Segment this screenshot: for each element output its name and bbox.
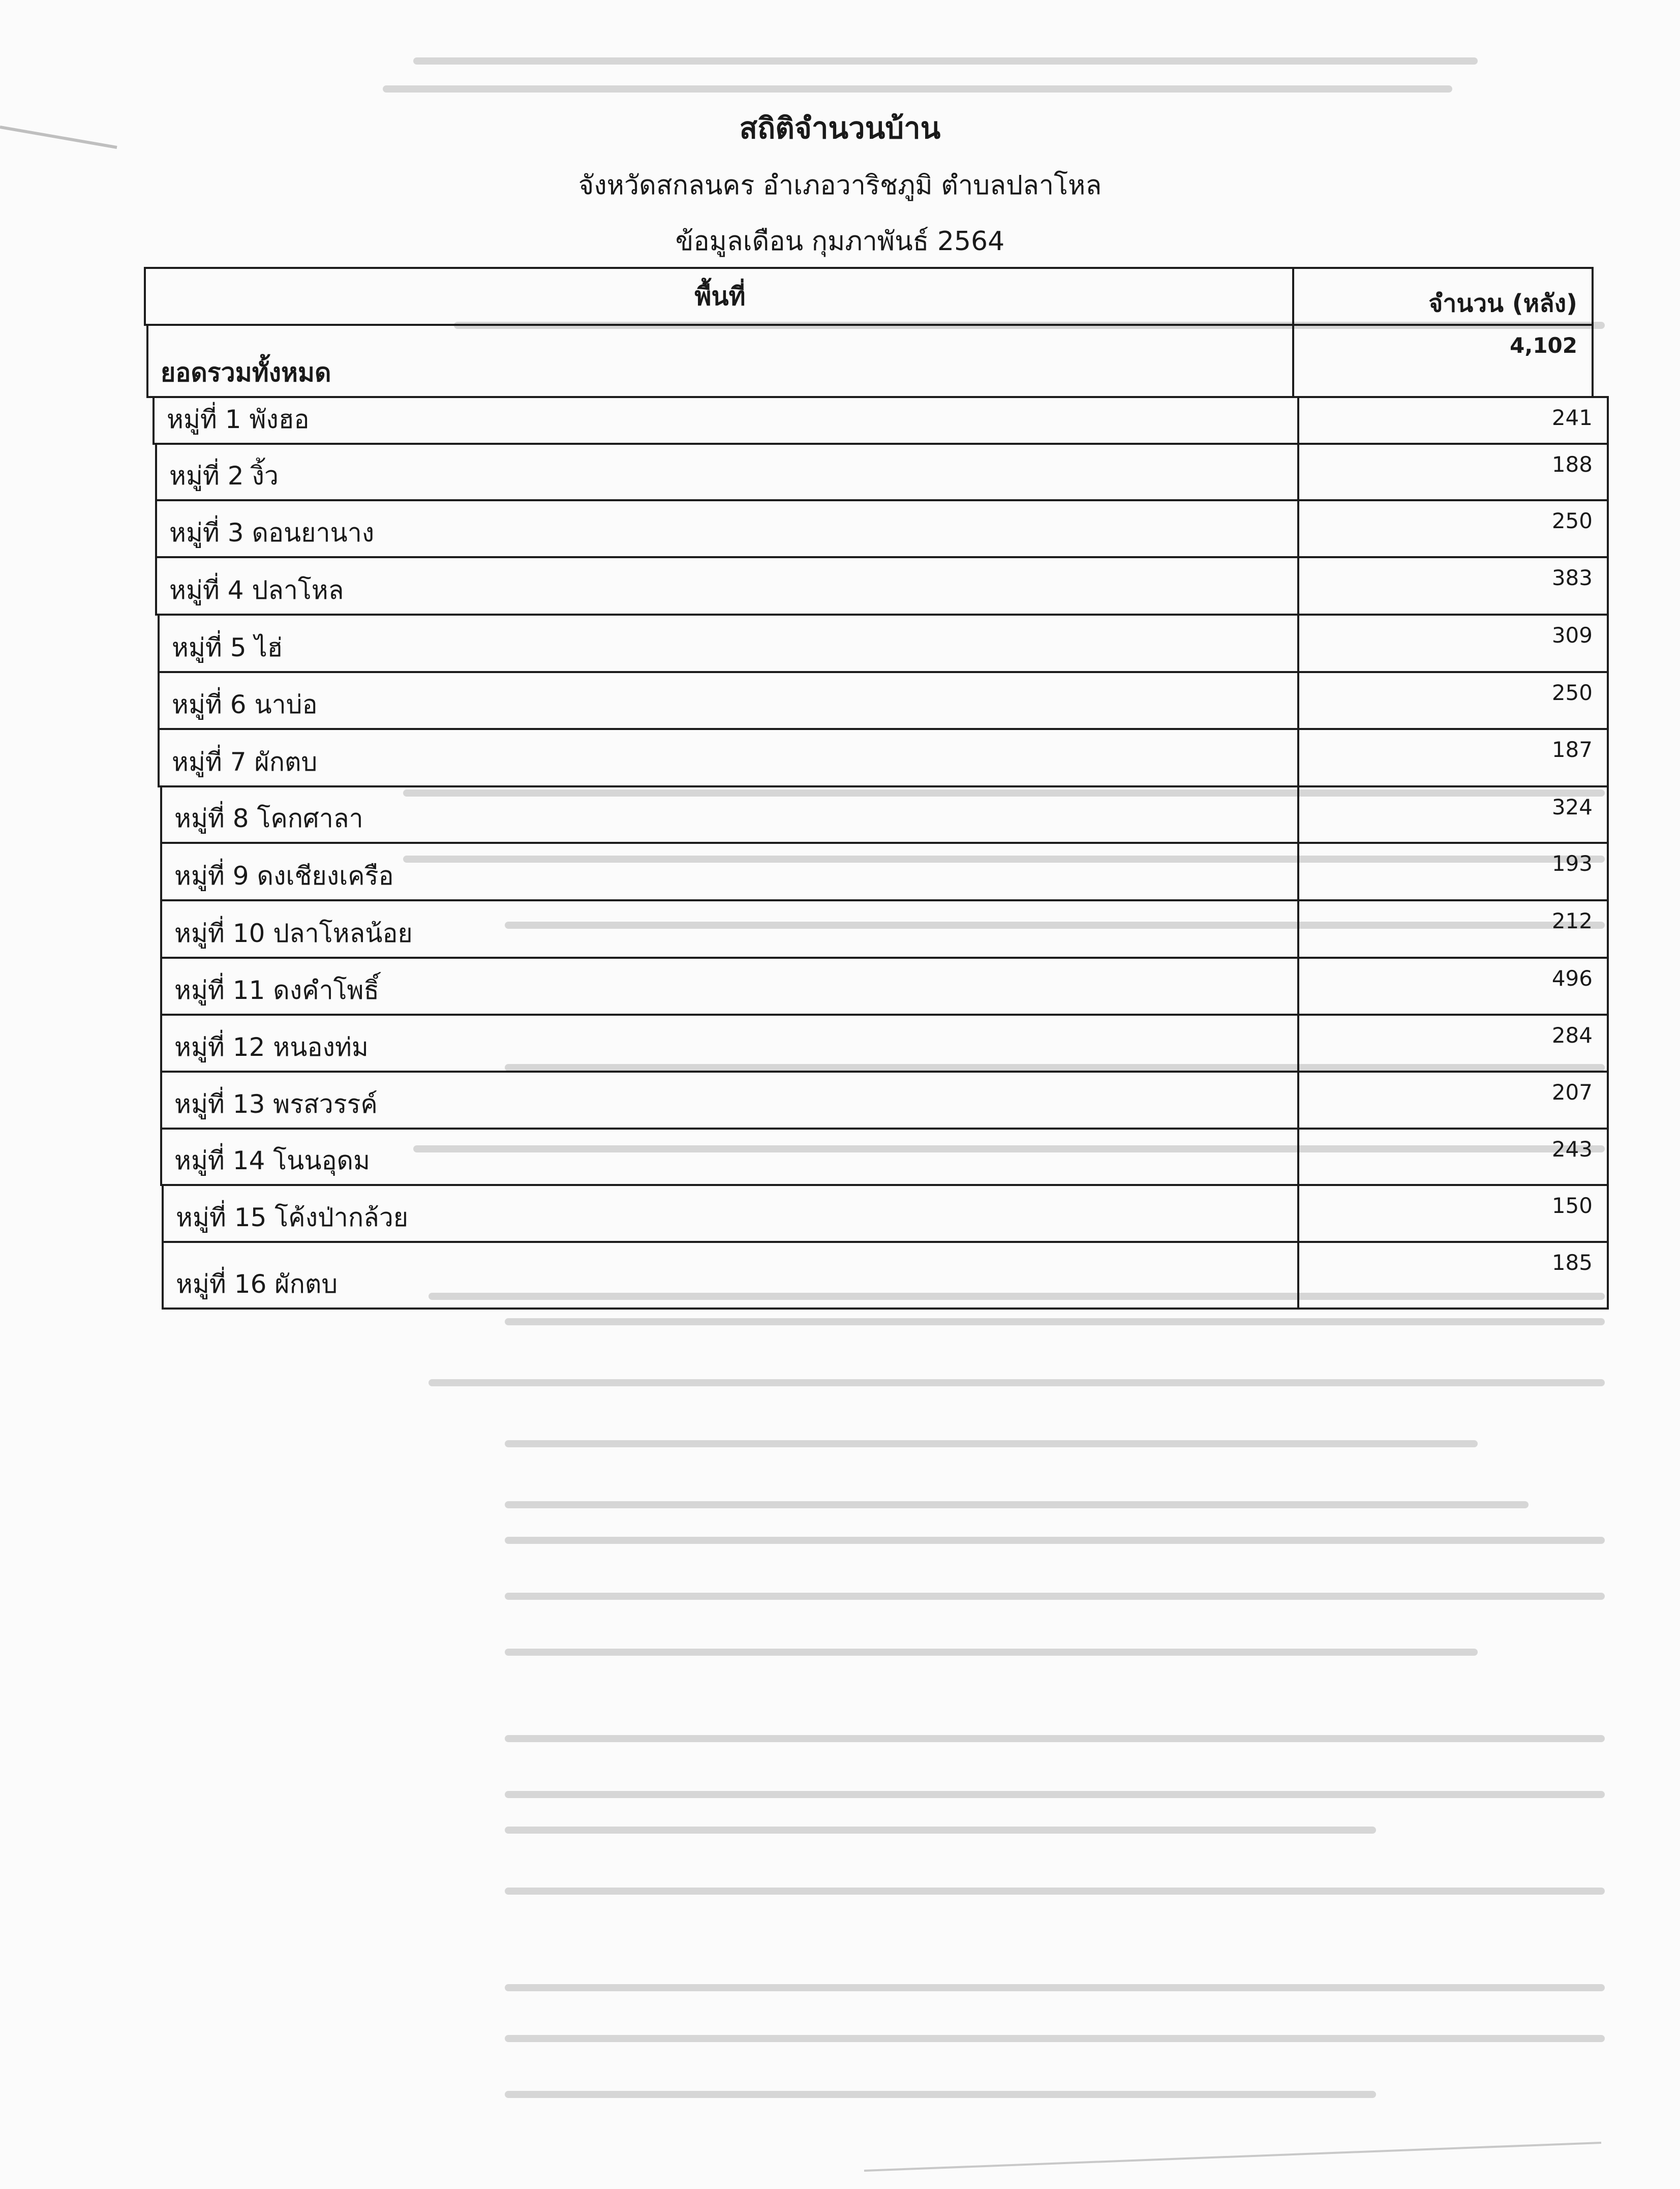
village-name: หมู่ที่ 12 หนองท่ม	[174, 1032, 369, 1062]
village-name: หมู่ที่ 15 โค้งป่ากล้วย	[176, 1203, 409, 1232]
table-row	[160, 1071, 1609, 1130]
table-row	[158, 728, 1609, 787]
village-name: หมู่ที่ 7 ผักตบ	[172, 747, 318, 777]
table-row	[158, 671, 1609, 730]
village-name: หมู่ที่ 3 ดอนยานาง	[169, 518, 375, 548]
household-count: 309	[1297, 616, 1607, 671]
table-row	[152, 396, 1609, 445]
table-row	[160, 899, 1609, 959]
village-name: หมู่ที่ 2 งิ้ว	[169, 461, 279, 491]
household-count: 250	[1297, 673, 1607, 728]
household-count: 250	[1297, 501, 1607, 556]
table-total-row	[146, 324, 1594, 398]
village-name: หมู่ที่ 14 โนนอุดม	[174, 1146, 370, 1175]
household-count: 212	[1297, 901, 1607, 957]
household-count: 185	[1297, 1243, 1607, 1308]
village-name: หมู่ที่ 11 ดงคำโพธิ์	[174, 976, 380, 1005]
total-count: 4,102	[1292, 326, 1592, 396]
household-count: 207	[1297, 1073, 1607, 1128]
table-row	[162, 1241, 1609, 1310]
table-row	[155, 556, 1609, 616]
column-header-count: จำนวน (หลัง)	[1292, 269, 1592, 324]
document-period: ข้อมูลเดือน กุมภาพันธ์ 2564	[675, 226, 1005, 257]
table-row	[155, 443, 1609, 501]
household-count: 193	[1297, 844, 1607, 899]
household-count: 188	[1297, 445, 1607, 499]
table-row	[160, 957, 1609, 1016]
household-count: 187	[1297, 730, 1607, 785]
household-count: 496	[1297, 959, 1607, 1014]
village-name: หมู่ที่ 6 นาบ่อ	[172, 690, 318, 719]
table-row	[160, 785, 1609, 844]
total-label: ยอดรวมทั้งหมด	[161, 358, 331, 387]
village-name: หมู่ที่ 9 ดงเชียงเครือ	[174, 861, 394, 891]
table-header-row	[144, 267, 1594, 326]
table-row	[160, 1128, 1609, 1186]
village-name: หมู่ที่ 10 ปลาโหลน้อย	[174, 919, 413, 948]
village-name: หมู่ที่ 1 พังฮอ	[167, 405, 310, 434]
table-row	[162, 1184, 1609, 1243]
document-title: สถิติจำนวนบ้าน	[739, 111, 941, 145]
village-name: หมู่ที่ 8 โคกศาลา	[174, 804, 363, 833]
table-row	[160, 1014, 1609, 1073]
column-header-area: พื้นที่	[694, 282, 746, 311]
household-count: 241	[1297, 398, 1607, 443]
village-name: หมู่ที่ 16 ผักตบ	[176, 1269, 338, 1299]
household-count: 243	[1297, 1130, 1607, 1184]
village-name: หมู่ที่ 13 พรสวรรค์	[174, 1089, 378, 1119]
table-row	[160, 842, 1609, 901]
village-name: หมู่ที่ 5 ไฮ่	[172, 633, 283, 662]
household-count: 324	[1297, 787, 1607, 842]
table-row	[155, 499, 1609, 558]
household-count: 383	[1297, 558, 1607, 614]
household-count: 150	[1297, 1186, 1607, 1241]
document-subtitle: จังหวัดสกลนคร อำเภอวาริชภูมิ ตำบลปลาโหล	[578, 170, 1102, 201]
table-row	[158, 614, 1609, 673]
household-count: 284	[1297, 1016, 1607, 1071]
village-name: หมู่ที่ 4 ปลาโหล	[169, 575, 344, 605]
